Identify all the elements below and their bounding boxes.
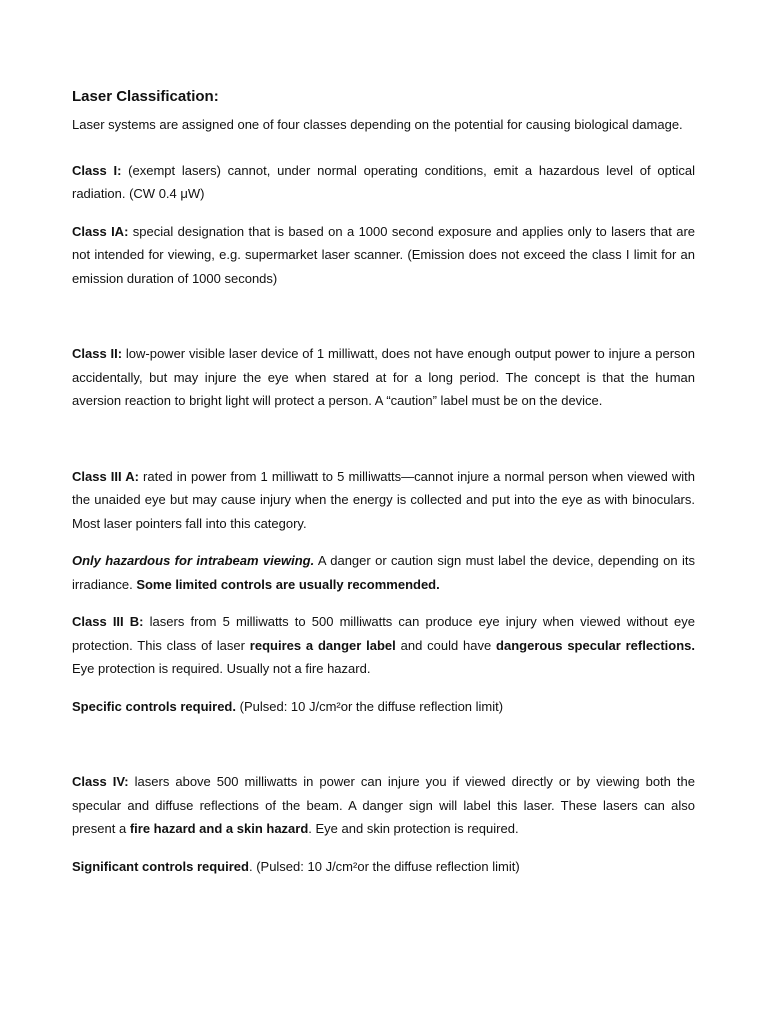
class-1a-label: Class IA: xyxy=(72,223,129,239)
class-4-text-1: lasers above 500 milliwatts in power can injure you if viewed directly or by viewing both the specular and diffuse reflections of the beam. A danger sign will label this laser. These lasers can also present a xyxy=(72,774,695,836)
document-page xyxy=(72,86,695,878)
class-3b-controls-text: (Pulsed: 10 J/cm²or the diffuse reflection limit) xyxy=(236,698,504,714)
class-4-controls-paragraph xyxy=(72,855,695,879)
class-3a-label: Class III A: xyxy=(72,468,139,484)
class-1a-text: special designation that is based on a 1000 second exposure and applies only to lasers that are not intended for viewing, e.g. supermarket laser scanner. (Emission does not exceed the class I limit for an emission duration of 1000 seconds) xyxy=(72,223,695,286)
class-3b-text-2: and could have xyxy=(395,637,497,653)
class-3a-note-italic: Only hazardous for intrabeam viewing. xyxy=(72,553,315,568)
class-1a-paragraph xyxy=(72,220,695,291)
class-2-paragraph xyxy=(72,342,695,413)
class-3a-text: rated in power from 1 milliwatt to 5 milliwatts—cannot injure a normal person when viewed with the unaided eye but may cause injury when the energy is collected and put into the eye as with binoculars. Most laser pointers fall into this category. xyxy=(72,468,696,531)
class-4-text-2: . Eye and skin protection is required. xyxy=(308,821,519,836)
class-1-label: Class I: xyxy=(72,162,122,178)
class-4-controls-text: . (Pulsed: 10 J/cm²or the diffuse reflection limit) xyxy=(248,858,520,874)
class-3b-bold-2: dangerous specular reflections. xyxy=(496,637,695,653)
page-title: Laser Classification: xyxy=(72,88,219,105)
class-3a-note-bold: Some limited controls are usually recommended. xyxy=(136,576,440,592)
class-2-text: low-power visible laser device of 1 milliwatt, does not have enough output power to injure a person accidentally, but may injure the eye when stared at for a long period. The concept is that the human aversion reaction to bright light will protect a person. A “caution” label must be on the device. xyxy=(72,346,695,408)
class-2-label: Class II: xyxy=(72,346,123,361)
class-3a-note-paragraph xyxy=(72,549,695,596)
class-3b-text-3: Eye protection is required. Usually not a fire hazard. xyxy=(72,661,371,676)
class-1-text: (exempt lasers) cannot, under normal operating conditions, emit a hazardous level of optical radiation. (CW 0.4 μW) xyxy=(72,162,695,201)
class-4-label: Class IV: xyxy=(72,774,129,789)
class-3b-text-1: lasers from 5 milliwatts to 500 milliwatts can produce eye injury when viewed without eye protection. This class of laser xyxy=(72,614,695,653)
class-1-paragraph xyxy=(72,159,695,206)
class-3b-bold-1: requires a danger label xyxy=(249,637,396,653)
class-4-paragraph xyxy=(72,770,695,841)
class-3b-controls-bold: Specific controls required. xyxy=(72,698,236,714)
class-3b-controls-paragraph xyxy=(72,695,695,719)
class-3a-note-text: A danger or caution sign must label the device, depending on its irradiance. xyxy=(72,553,695,592)
class-4-bold-1: fire hazard and a skin hazard xyxy=(129,821,309,836)
class-3a-paragraph xyxy=(72,465,695,536)
class-4-controls-bold: Significant controls required xyxy=(72,858,249,874)
class-3b-paragraph xyxy=(72,610,695,681)
intro-paragraph: Laser systems are assigned one of four classes depending on the potential for causing biological damage. xyxy=(72,117,683,132)
class-3b-label: Class III B: xyxy=(72,614,144,629)
